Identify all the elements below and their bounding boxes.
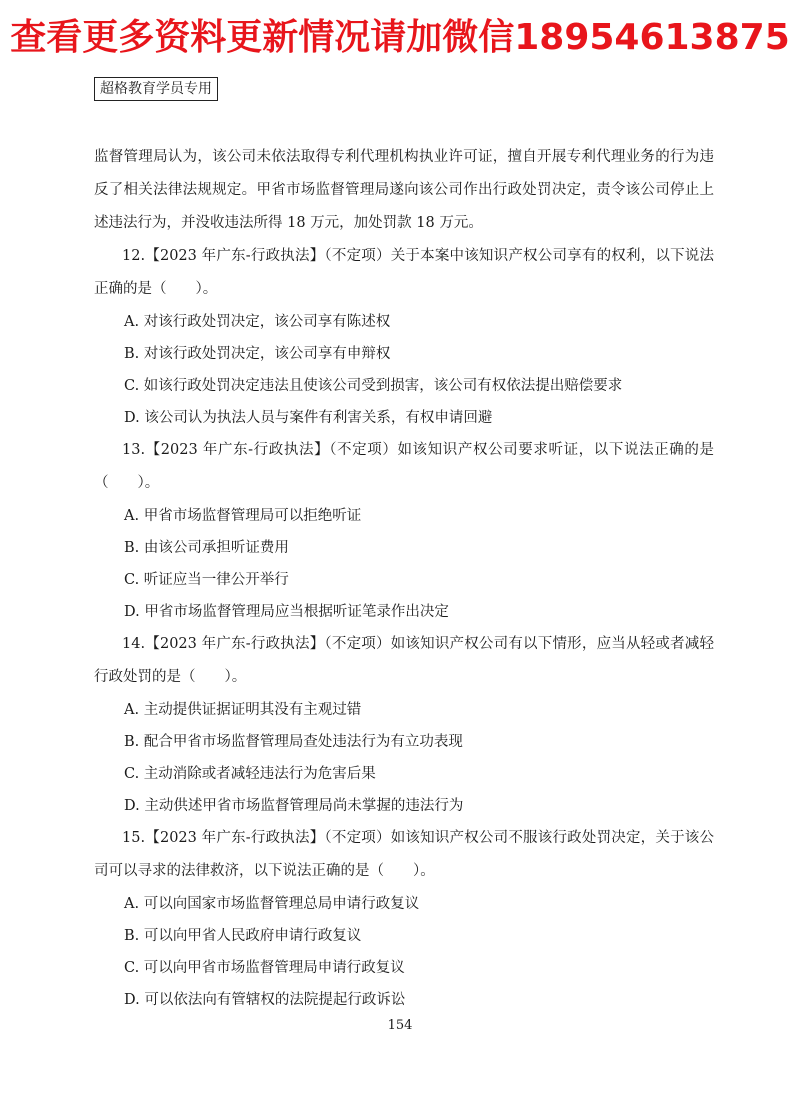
watermark-banner: 查看更多资料更新情况请加微信18954613875 — [10, 17, 790, 58]
option-b: B. 可以向甲省人民政府申请行政复议 — [124, 928, 362, 944]
question-15 — [94, 822, 714, 1016]
case-intro-paragraph: 监督管理局认为，该公司未依法取得专利代理机构执业许可证，擅自开展专利代理业务的行为违反了相关法律法规规定。甲省市场监督管理局遂向该公司作出行政处罚决定，责令该公司停止上述违法行为，并没收违法所得 18 万元，加处罚款 18 万元。 — [94, 149, 714, 231]
question-stem: 15.【2023 年广东-行政执法】（不定项）如该知识产权公司不服该行政处罚决定，关于该公司可以寻求的法律救济，以下说法正确的是（ ）。 — [94, 830, 714, 879]
option-b: B. 对该行政处罚决定，该公司享有申辩权 — [124, 346, 391, 362]
option-b: B. 由该公司承担听证费用 — [124, 540, 289, 556]
question-14 — [94, 628, 714, 822]
option-c: C. 可以向甲省市场监督管理局申请行政复议 — [124, 960, 405, 976]
option-d: D. 可以依法向有管辖权的法院提起行政诉讼 — [124, 992, 406, 1008]
question-stem: 14.【2023 年广东-行政执法】（不定项）如该知识产权公司有以下情形，应当从轻或者减轻行政处罚的是（ ）。 — [94, 636, 714, 685]
option-a: A. 主动提供证据证明其没有主观过错 — [124, 702, 362, 718]
option-a: A. 对该行政处罚决定，该公司享有陈述权 — [124, 314, 391, 330]
page-number: 154 — [387, 1018, 413, 1033]
option-d: D. 主动供述甲省市场监督管理局尚未掌握的违法行为 — [124, 798, 464, 814]
question-12 — [94, 240, 714, 434]
document-body — [94, 141, 714, 1016]
option-c: C. 听证应当一律公开举行 — [124, 572, 289, 588]
option-a: A. 可以向国家市场监督管理总局申请行政复议 — [124, 896, 420, 912]
option-d: D. 甲省市场监督管理局应当根据听证笔录作出决定 — [124, 604, 449, 620]
question-stem: 12.【2023 年广东-行政执法】（不定项）关于本案中该知识产权公司享有的权利，以下说法正确的是（ ）。 — [94, 248, 714, 297]
student-only-badge: 超格教育学员专用 — [94, 77, 218, 101]
question-stem: 13.【2023 年广东-行政执法】（不定项）如该知识产权公司要求听证，以下说法正确的是（ ）。 — [94, 442, 714, 491]
option-d: D. 该公司认为执法人员与案件有利害关系，有权申请回避 — [124, 410, 493, 426]
option-b: B. 配合甲省市场监督管理局查处违法行为有立功表现 — [124, 734, 463, 750]
option-c: C. 如该行政处罚决定违法且使该公司受到损害，该公司有权依法提出赔偿要求 — [124, 378, 623, 394]
question-13 — [94, 434, 714, 628]
option-a: A. 甲省市场监督管理局可以拒绝听证 — [124, 508, 362, 524]
option-c: C. 主动消除或者减轻违法行为危害后果 — [124, 766, 376, 782]
